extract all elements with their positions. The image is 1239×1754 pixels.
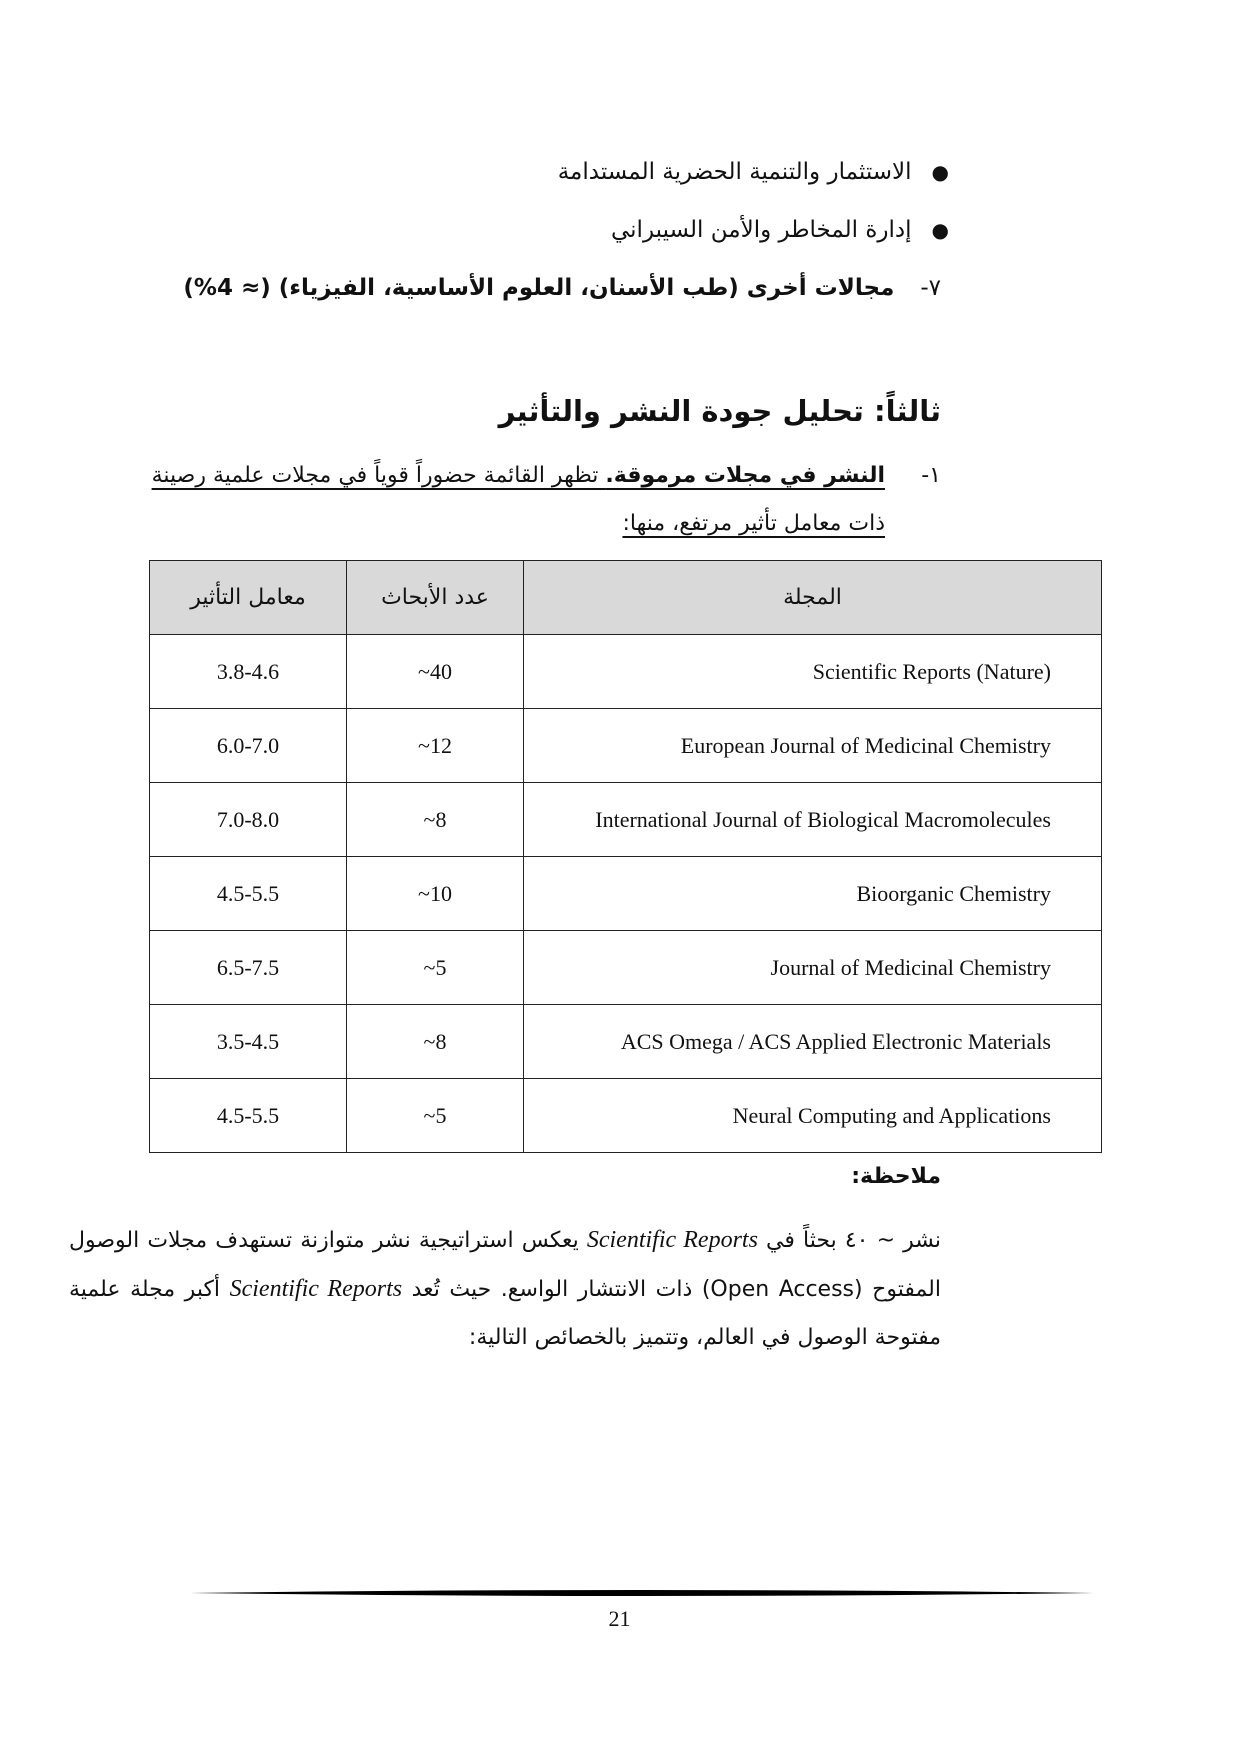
cell-journal: Neural Computing and Applications	[524, 1079, 1102, 1153]
cell-count: ~8	[347, 783, 524, 857]
cell-journal: Scientific Reports (Nature)	[524, 635, 1102, 709]
table-row	[150, 783, 1102, 857]
cell-impact: 3.5-4.5	[150, 1005, 347, 1079]
bullet-text: الاستثمار والتنمية الحضرية المستدامة	[557, 159, 912, 185]
note-text-3: أكبر مجلة علمية مفتوحة الوصول في العالم، وتتميز بالخصائص التالية:	[69, 1277, 941, 1350]
cell-journal: Journal of Medicinal Chemistry	[524, 931, 1102, 1005]
cell-count: ~40	[347, 635, 524, 709]
journals-table	[149, 560, 1102, 1153]
bullet-icon: ●	[931, 218, 949, 242]
item-text: مجالات أخرى (طب الأسنان، العلوم الأساسية، الفيزياء) (≈ 4%)	[183, 275, 895, 301]
table-header-row	[150, 561, 1102, 635]
note-text-2: يعكس استراتيجية نشر متوازنة تستهدف مجلات الوصول المفتوح (Open Access) ذات الانتشار الواسع. حيث تُعد	[69, 1228, 941, 1302]
note-paragraph	[69, 1216, 941, 1362]
numbered-item-7	[183, 270, 941, 306]
table-row	[150, 1079, 1102, 1153]
cell-impact: 7.0-8.0	[150, 783, 347, 857]
header-journal: المجلة	[524, 561, 1102, 635]
bullet-text: إدارة المخاطر والأمن السيبراني	[610, 217, 912, 243]
item-number: ٧-	[920, 275, 941, 301]
bullet-icon: ●	[931, 160, 949, 184]
item-text	[151, 452, 885, 548]
table-row	[150, 857, 1102, 931]
item-body: تظهر القائمة حضوراً قوياً في مجلات علمية رصينة ذات معامل تأثير مرتفع، منها:	[151, 463, 885, 536]
note-text-1: نشر ~ ٤٠ بحثاً في	[757, 1228, 942, 1253]
cell-count: ~8	[347, 1005, 524, 1079]
table-row	[150, 709, 1102, 783]
item-bold-lead: النشر في مجلات مرموقة.	[605, 463, 885, 488]
section-heading: ثالثاً: تحليل جودة النشر والتأثير	[498, 394, 941, 428]
table-row	[150, 1005, 1102, 1079]
note-label: ملاحظة:	[851, 1164, 941, 1189]
item-number: ١-	[921, 463, 941, 488]
cell-impact: 4.5-5.5	[150, 1079, 347, 1153]
numbered-item-1	[151, 452, 941, 548]
cell-journal: ACS Omega / ACS Applied Electronic Materials	[524, 1005, 1102, 1079]
note-journal-2: Scientific Reports	[229, 1276, 403, 1302]
table-row	[150, 635, 1102, 709]
bullet-item-risk	[611, 212, 949, 248]
cell-count: ~10	[347, 857, 524, 931]
cell-journal: European Journal of Medicinal Chemistry	[524, 709, 1102, 783]
cell-journal: Bioorganic Chemistry	[524, 857, 1102, 931]
note-journal-1: Scientific Reports	[586, 1227, 758, 1253]
cell-count: ~12	[347, 709, 524, 783]
cell-count: ~5	[347, 1079, 524, 1153]
footer-divider	[190, 1588, 1094, 1598]
cell-impact: 4.5-5.5	[150, 857, 347, 931]
header-impact: معامل التأثير	[150, 561, 347, 635]
cell-impact: 6.0-7.0	[150, 709, 347, 783]
cell-journal: International Journal of Biological Macromolecules	[524, 783, 1102, 857]
cell-impact: 3.8-4.6	[150, 635, 347, 709]
cell-count: ~5	[347, 931, 524, 1005]
header-count: عدد الأبحاث	[347, 561, 524, 635]
page-number: 21	[608, 1606, 631, 1631]
bullet-item-investment	[558, 154, 949, 190]
table-row	[150, 931, 1102, 1005]
cell-impact: 6.5-7.5	[150, 931, 347, 1005]
